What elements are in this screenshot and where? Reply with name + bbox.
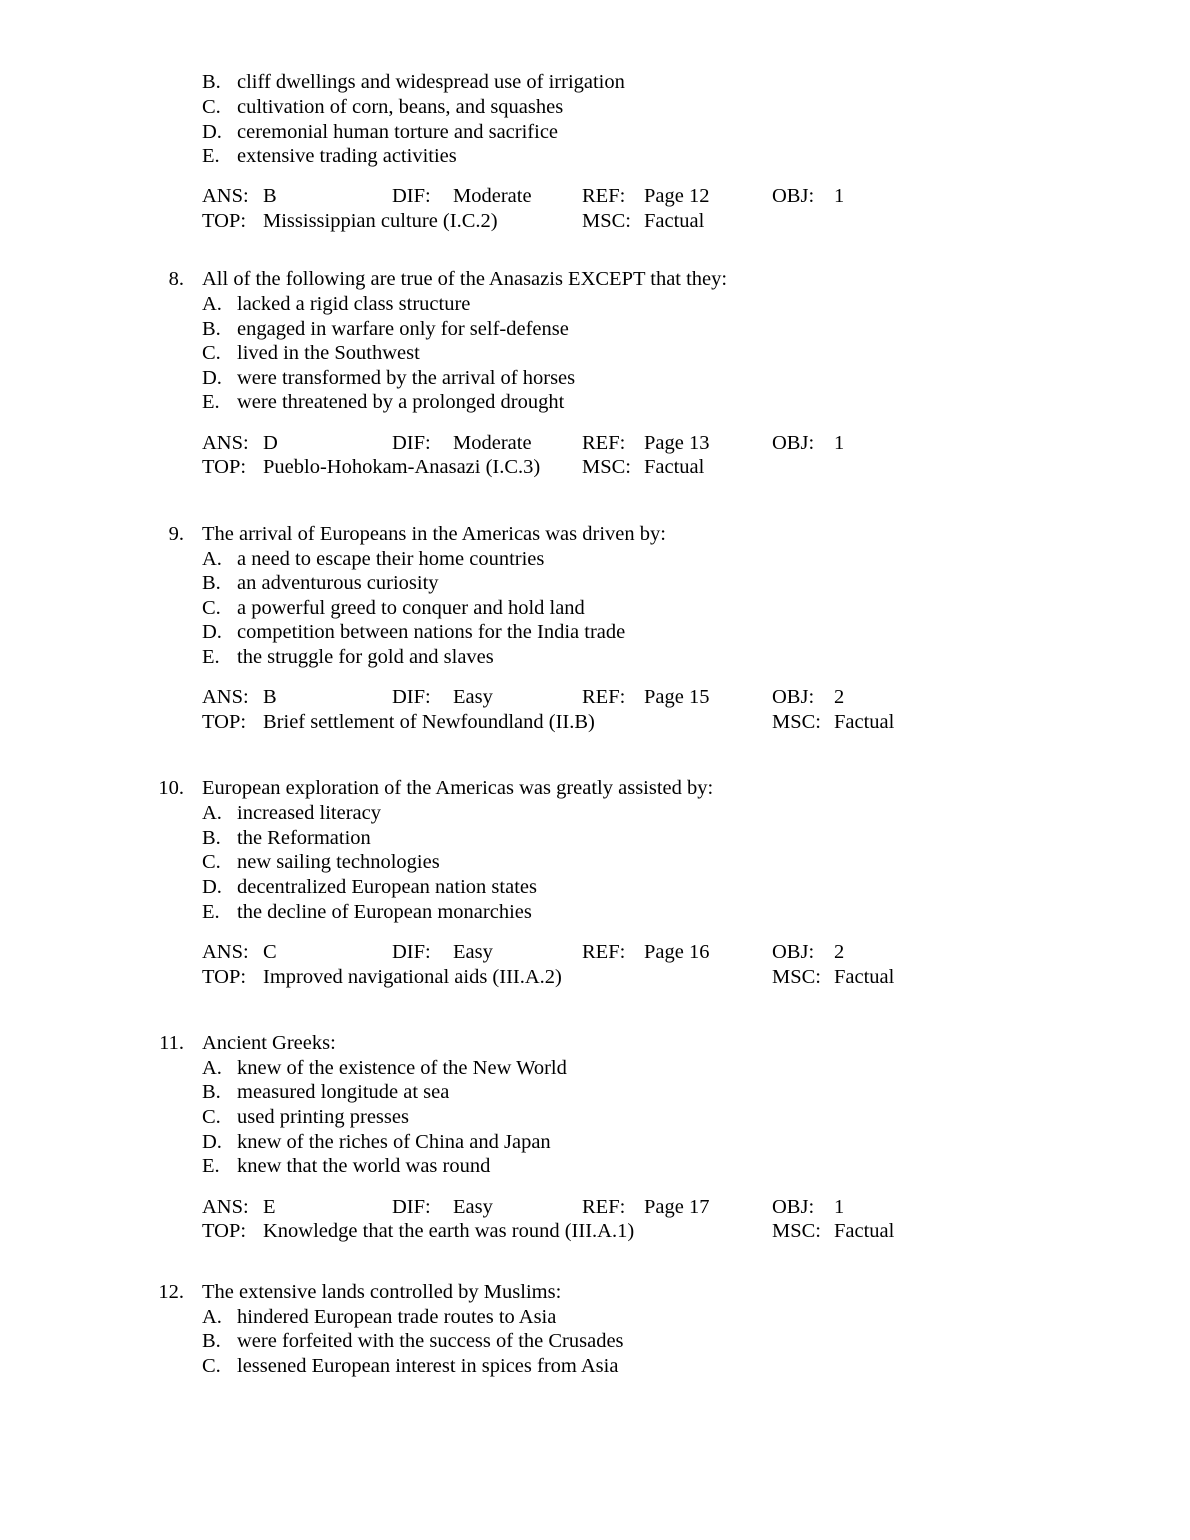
question-text: All of the following are true of the Anasazis EXCEPT that they: <box>202 268 728 290</box>
option-text: a powerful greed to conquer and hold land <box>237 597 585 619</box>
option-text: were forfeited with the success of the Crusades <box>237 1330 624 1352</box>
option-text: measured longitude at sea <box>237 1081 450 1103</box>
ans-value: D <box>263 432 278 454</box>
option-text: used printing presses <box>237 1106 409 1128</box>
msc-value: Factual <box>834 711 895 733</box>
obj-label: OBJ: <box>772 686 815 708</box>
question-text: The extensive lands controlled by Muslims: <box>202 1281 562 1303</box>
top-value: Knowledge that the earth was round (III.A.1) <box>263 1220 635 1242</box>
option-letter: E. <box>202 646 220 668</box>
ref-value: Page 12 <box>644 185 710 207</box>
ans-label: ANS: <box>202 1196 249 1218</box>
option-text: lacked a rigid class structure <box>237 293 471 315</box>
obj-label: OBJ: <box>772 941 815 963</box>
option-text: ceremonial human torture and sacrifice <box>237 121 559 143</box>
option-text: cultivation of corn, beans, and squashes <box>237 96 564 118</box>
option-letter: A. <box>202 293 222 315</box>
dif-value: Easy <box>453 686 493 708</box>
dif-value: Easy <box>453 1196 493 1218</box>
question-text: Ancient Greeks: <box>202 1032 336 1054</box>
obj-value: 1 <box>834 432 845 454</box>
ans-label: ANS: <box>202 686 249 708</box>
option-text: new sailing technologies <box>237 851 440 873</box>
option-text: an adventurous curiosity <box>237 572 439 594</box>
top-value: Pueblo-Hohokam-Anasazi (I.C.3) <box>263 456 541 478</box>
ans-value: B <box>263 686 277 708</box>
option-letter: D. <box>202 121 222 143</box>
ans-label: ANS: <box>202 941 249 963</box>
top-value: Brief settlement of Newfoundland (II.B) <box>263 711 595 733</box>
option-letter: E. <box>202 901 220 923</box>
option-letter: E. <box>202 145 220 167</box>
ref-value: Page 13 <box>644 432 710 454</box>
obj-label: OBJ: <box>772 432 815 454</box>
dif-label: DIF: <box>392 686 431 708</box>
top-label: TOP: <box>202 210 247 232</box>
dif-value: Moderate <box>453 185 532 207</box>
option-letter: B. <box>202 1081 221 1103</box>
option-letter: A. <box>202 802 222 824</box>
option-letter: C. <box>202 851 221 873</box>
obj-value: 2 <box>834 686 845 708</box>
obj-label: OBJ: <box>772 185 815 207</box>
ans-value: B <box>263 185 277 207</box>
msc-label: MSC: <box>772 711 821 733</box>
option-letter: E. <box>202 391 220 413</box>
msc-value: Factual <box>644 456 705 478</box>
question-text: European exploration of the Americas was greatly assisted by: <box>202 777 714 799</box>
question-number: 12. <box>158 1281 184 1303</box>
option-letter: D. <box>202 367 222 389</box>
option-letter: B. <box>202 827 221 849</box>
option-text: hindered European trade routes to Asia <box>237 1306 557 1328</box>
ans-label: ANS: <box>202 185 249 207</box>
option-text: knew of the existence of the New World <box>237 1057 567 1079</box>
option-text: decentralized European nation states <box>237 876 537 898</box>
question-number: 11. <box>159 1032 184 1054</box>
option-text: cliff dwellings and widespread use of irrigation <box>237 71 625 93</box>
option-text: a need to escape their home countries <box>237 548 545 570</box>
option-text: competition between nations for the India trade <box>237 621 626 643</box>
question-number: 10. <box>158 777 184 799</box>
dif-value: Easy <box>453 941 493 963</box>
ref-label: REF: <box>582 1196 626 1218</box>
option-letter: C. <box>202 342 221 364</box>
obj-value: 2 <box>834 941 845 963</box>
question-number: 8. <box>168 268 184 290</box>
option-text: the decline of European monarchies <box>237 901 532 923</box>
msc-label: MSC: <box>772 966 821 988</box>
msc-value: Factual <box>834 1220 895 1242</box>
ref-label: REF: <box>582 686 626 708</box>
option-letter: B. <box>202 572 221 594</box>
top-label: TOP: <box>202 966 247 988</box>
msc-label: MSC: <box>582 456 631 478</box>
obj-value: 1 <box>834 1196 845 1218</box>
option-letter: A. <box>202 1057 222 1079</box>
option-text: lessened European interest in spices from Asia <box>237 1355 619 1377</box>
obj-value: 1 <box>834 185 845 207</box>
option-letter: B. <box>202 71 221 93</box>
ans-label: ANS: <box>202 432 249 454</box>
dif-label: DIF: <box>392 185 431 207</box>
option-letter: D. <box>202 1131 222 1153</box>
ref-value: Page 16 <box>644 941 710 963</box>
obj-label: OBJ: <box>772 1196 815 1218</box>
ref-label: REF: <box>582 185 626 207</box>
option-text: the Reformation <box>237 827 371 849</box>
option-letter: B. <box>202 1330 221 1352</box>
question-number: 9. <box>168 523 184 545</box>
top-value: Improved navigational aids (III.A.2) <box>263 966 562 988</box>
msc-value: Factual <box>644 210 705 232</box>
msc-label: MSC: <box>772 1220 821 1242</box>
option-text: lived in the Southwest <box>237 342 420 364</box>
dif-label: DIF: <box>392 941 431 963</box>
top-label: TOP: <box>202 456 247 478</box>
dif-label: DIF: <box>392 1196 431 1218</box>
option-letter: D. <box>202 876 222 898</box>
question-text: The arrival of Europeans in the Americas was driven by: <box>202 523 666 545</box>
option-letter: C. <box>202 1106 221 1128</box>
ans-value: C <box>263 941 277 963</box>
ref-value: Page 15 <box>644 686 710 708</box>
option-letter: A. <box>202 548 222 570</box>
dif-label: DIF: <box>392 432 431 454</box>
msc-label: MSC: <box>582 210 631 232</box>
dif-value: Moderate <box>453 432 532 454</box>
top-value: Mississippian culture (I.C.2) <box>263 210 498 232</box>
ref-label: REF: <box>582 941 626 963</box>
option-text: increased literacy <box>237 802 381 824</box>
option-text: were threatened by a prolonged drought <box>237 391 565 413</box>
option-text: the struggle for gold and slaves <box>237 646 494 668</box>
option-text: were transformed by the arrival of horses <box>237 367 576 389</box>
top-label: TOP: <box>202 711 247 733</box>
option-text: engaged in warfare only for self-defense <box>237 318 569 340</box>
option-letter: C. <box>202 96 221 118</box>
option-letter: E. <box>202 1155 220 1177</box>
msc-value: Factual <box>834 966 895 988</box>
ref-value: Page 17 <box>644 1196 710 1218</box>
ref-label: REF: <box>582 432 626 454</box>
option-letter: C. <box>202 1355 221 1377</box>
option-text: knew that the world was round <box>237 1155 491 1177</box>
top-label: TOP: <box>202 1220 247 1242</box>
option-letter: B. <box>202 318 221 340</box>
option-letter: A. <box>202 1306 222 1328</box>
option-text: knew of the riches of China and Japan <box>237 1131 551 1153</box>
option-letter: C. <box>202 597 221 619</box>
option-text: extensive trading activities <box>237 145 457 167</box>
option-letter: D. <box>202 621 222 643</box>
ans-value: E <box>263 1196 276 1218</box>
